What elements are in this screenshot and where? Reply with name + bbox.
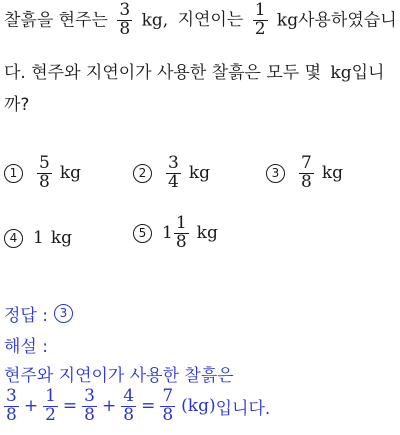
- unit: kg: [330, 63, 352, 83]
- eq-fraction-d: [121, 388, 136, 425]
- question-text: 지연이는: [177, 10, 244, 31]
- plus-sign: +: [23, 396, 39, 417]
- question-text: 찰흙을 현주는: [4, 10, 108, 31]
- equals-sign: =: [141, 396, 156, 417]
- choice-number-icon: 4: [4, 229, 23, 248]
- fraction-hyunju: [117, 2, 132, 39]
- unit: kg: [321, 163, 344, 184]
- question-text: 까?: [4, 95, 30, 115]
- choice-fraction: [174, 215, 189, 252]
- denominator: 8: [162, 404, 174, 425]
- eq-fraction-c: [82, 388, 97, 425]
- numerator: 4: [123, 386, 135, 406]
- denominator: 8: [84, 404, 95, 425]
- answer-mark-icon: 3: [54, 304, 73, 323]
- explanation-label: 해설 :: [4, 337, 48, 357]
- choice-number-icon: 5: [133, 224, 152, 243]
- numerator: 1: [254, 0, 266, 20]
- choice-1[interactable]: [4, 155, 81, 192]
- unit: kg: [276, 10, 299, 31]
- unit: kg,: [141, 10, 169, 31]
- choice-number-icon: 3: [266, 164, 285, 183]
- fraction-jiyeon: [253, 2, 268, 39]
- answer-line: [4, 301, 83, 326]
- numerator: 3: [168, 153, 179, 173]
- numerator: 5: [39, 153, 50, 173]
- question-line-2: [4, 58, 384, 83]
- numerator: 7: [301, 153, 312, 173]
- denominator: 8: [6, 404, 17, 425]
- numerator: 3: [84, 386, 95, 406]
- choice-whole: 1: [33, 228, 44, 248]
- eq-fraction-b: [43, 388, 58, 425]
- denominator: 2: [254, 18, 266, 39]
- unit: kg: [188, 163, 211, 184]
- choice-fraction: [166, 155, 181, 192]
- denominator: 4: [168, 171, 179, 192]
- eq-fraction-e: [160, 388, 175, 425]
- denominator: 2: [45, 404, 56, 425]
- question-text: 다. 현주와 지연이가 사용한 찰흙은 모두 몇: [4, 63, 322, 83]
- unit: kg: [50, 228, 73, 248]
- question-line-1: [4, 2, 397, 39]
- denominator: 8: [123, 404, 135, 425]
- choice-4[interactable]: [4, 228, 72, 248]
- numerator: 1: [45, 386, 56, 406]
- choice-5[interactable]: [133, 215, 218, 252]
- mixed-whole: 1: [162, 223, 173, 244]
- explanation-equation: [4, 388, 270, 425]
- numerator: 3: [119, 0, 131, 20]
- denominator: 8: [301, 171, 312, 192]
- numerator: 1: [175, 213, 187, 233]
- explanation-text: 현주와 지연이가 사용한 찰흙은: [4, 366, 234, 386]
- unit: kg: [196, 223, 218, 244]
- denominator: 8: [175, 231, 187, 252]
- denominator: 8: [39, 171, 50, 192]
- plus-sign: +: [101, 396, 117, 417]
- choice-2[interactable]: [133, 155, 210, 192]
- question-text: 입니: [351, 63, 385, 83]
- unit: kg: [59, 163, 82, 184]
- numerator: 3: [6, 386, 17, 406]
- choice-3[interactable]: [266, 155, 343, 192]
- eq-fraction-a: [4, 388, 19, 425]
- choice-mixed-number: [162, 215, 193, 252]
- question-line-3: [4, 90, 29, 115]
- explanation-tail: 입니다.: [215, 398, 271, 419]
- choice-fraction: [299, 155, 314, 192]
- answer-label: 정답 :: [4, 306, 48, 326]
- numerator: 7: [162, 386, 174, 406]
- equals-sign: =: [62, 396, 78, 417]
- choice-number-icon: 2: [133, 164, 152, 183]
- choice-fraction: [37, 155, 52, 192]
- denominator: 8: [119, 18, 131, 39]
- choice-number-icon: 1: [4, 164, 23, 183]
- unit: (kg): [181, 396, 216, 417]
- question-text: 사용하였습니: [298, 10, 397, 31]
